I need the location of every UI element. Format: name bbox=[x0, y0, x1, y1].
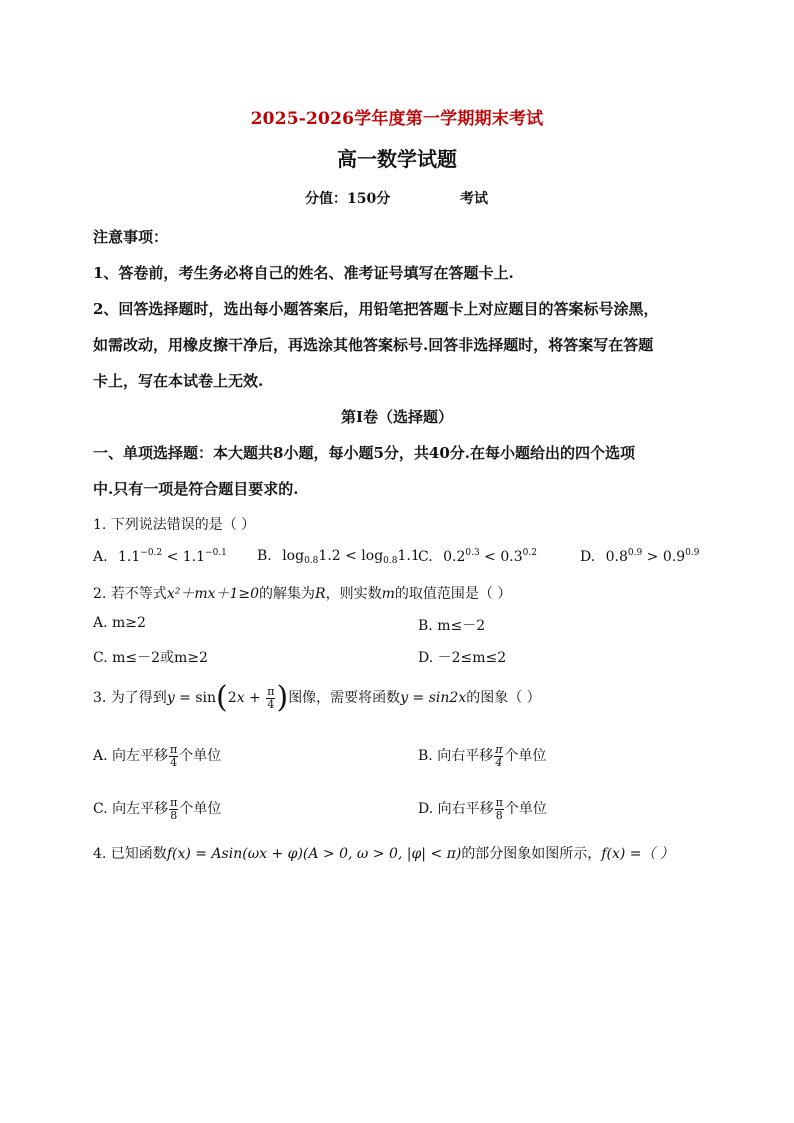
question-2-option-d: D. －2≤m≤2 bbox=[418, 650, 507, 666]
question-1-option-b: B. $\log_{0.8}1.2 < \log_{0.8}1.1$ bbox=[257, 548, 420, 566]
question-1-option-c: C. $0.2^{0.3} < 0.3^{0.2}$ bbox=[418, 548, 537, 565]
question-2-stem: 2. 若不等式x²＋mx＋1≥0的解集为R，则实数m的取值范围是（ ） bbox=[93, 586, 512, 602]
exam-subtitle: 高一数学试题 bbox=[337, 147, 457, 171]
question-2-option-a: A. m≥2 bbox=[93, 615, 146, 631]
note-item-1: 1、答卷前，考生务必将自己的姓名、准考证号填写在答题卡上. bbox=[93, 264, 514, 282]
question-3-option-b: B. 向右平移 $\frac{\pi}{4}$ 个单位 bbox=[418, 742, 547, 769]
question-4-stem: 4. 已知函数f(x) = Asin(ωx + φ)(A > 0, ω > 0, |φ| < π)的部分图象如图所示，f(x) =（ ） bbox=[93, 846, 674, 862]
question-3-stem: 3. 为了得到y = sin(2x + $\frac{\pi}{4}$ )图像，需要将函数y = sin2x的图象（ ） bbox=[93, 680, 541, 715]
note-item-2-line-1: 2、回答选择题时，选出每小题答案后，用铅笔把答题卡上对应题目的答案标号涂黑， bbox=[93, 300, 659, 318]
question-3-option-c: C. 向左平移 $\frac{\pi}{8}$ 个单位 bbox=[93, 795, 222, 822]
question-3-option-d: D. 向右平移 $\frac{\pi}{8}$ 个单位 bbox=[418, 795, 547, 822]
score-label: 分值：150分 bbox=[305, 191, 391, 207]
question-2-option-c: C. m≤－2或m≥2 bbox=[93, 650, 208, 666]
question-1-stem: 1. 下列说法错误的是（ ） bbox=[93, 517, 256, 533]
notes-heading: 注意事项： bbox=[93, 228, 169, 246]
target-function: y = sin(2x + $\frac{\pi}{4}$ ) bbox=[166, 680, 289, 715]
note-item-2-line-3: 卡上，写在本试卷上无效. bbox=[93, 372, 264, 390]
exam-title: 2025-2026学年度第一学期期末考试 bbox=[250, 109, 544, 129]
question-2-option-b: B. m≤－2 bbox=[418, 618, 486, 634]
question-1-option-a: A. $1.1^{-0.2} < 1.1^{-0.1}$ bbox=[93, 548, 227, 565]
part1-instruction-line-1: 一、单项选择题：本大题共8小题，每小题5分，共40分.在每小题给出的四个选项 bbox=[93, 444, 635, 462]
part1-instruction-line-2: 中.只有一项是符合题目要求的. bbox=[93, 480, 299, 498]
question-1-option-d: D. $0.8^{0.9} > 0.9^{0.9}$ bbox=[580, 548, 700, 565]
volume-heading: 第Ⅰ卷（选择题） bbox=[340, 408, 454, 426]
exam-label: 考试 bbox=[460, 191, 488, 207]
note-item-2-line-2: 如需改动，用橡皮擦干净后，再选涂其他答案标号.回答非选择题时，将答案写在答题 bbox=[93, 336, 654, 354]
question-3-option-a: A. 向左平移 $\frac{\pi}{4}$ 个单位 bbox=[93, 742, 222, 769]
